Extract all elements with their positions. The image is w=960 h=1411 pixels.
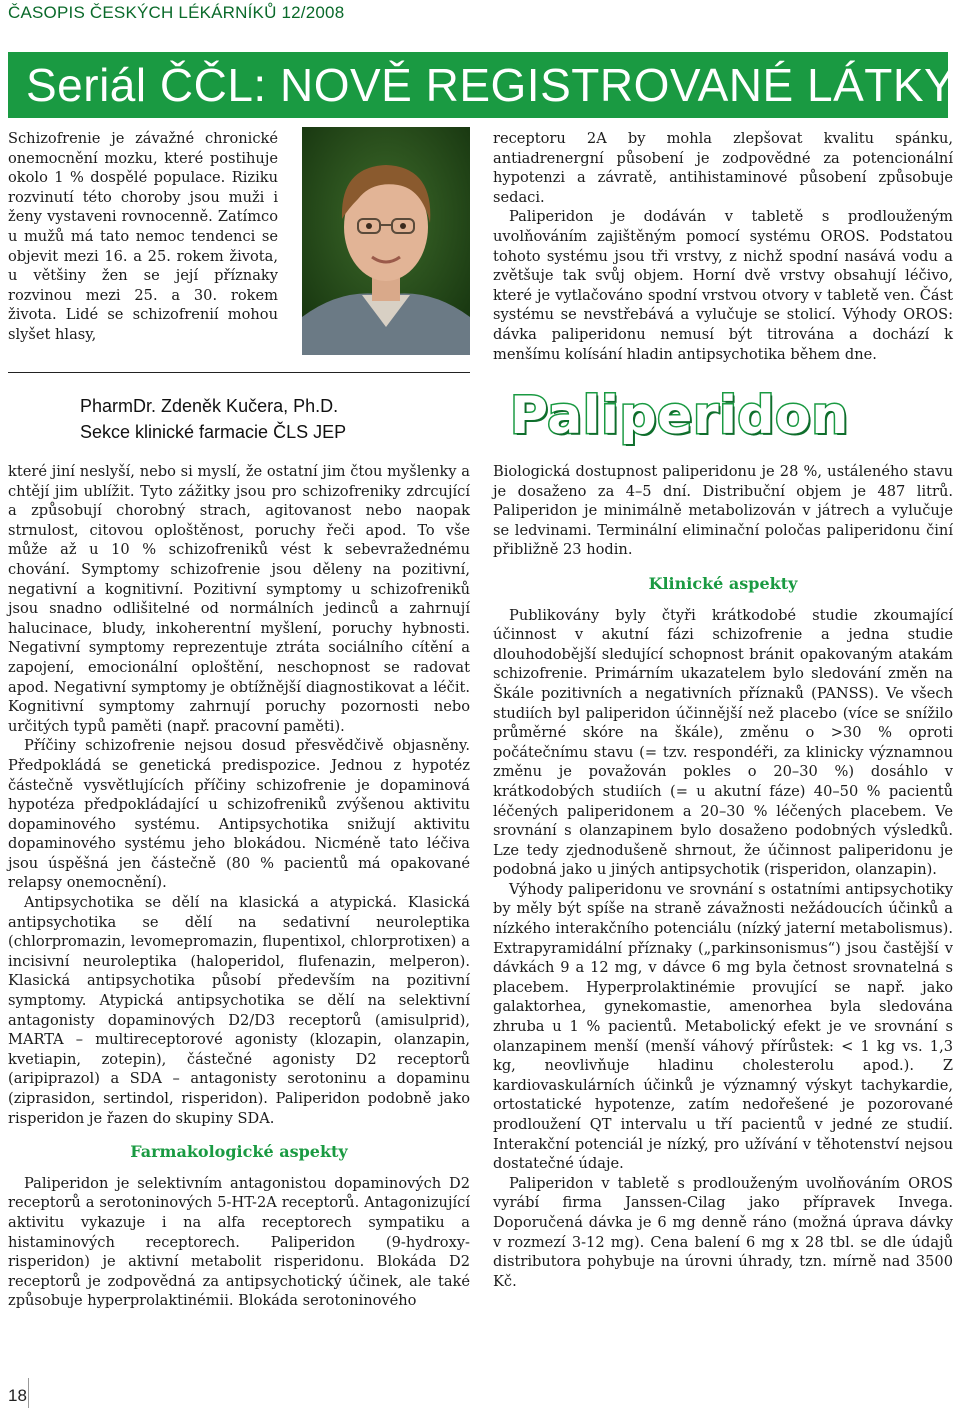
section-divider (8, 372, 470, 373)
right-top-column (493, 129, 953, 364)
body-paragraph: Paliperidon v tabletě s prodlouženým uvolňováním OROS vyrábí firma Janssen-Cilag jako přípravek Invega. Doporučená dávka je 6 mg denně ráno (možná úprava dávky v rozmezí 3-12 mg). Cena balení 6 mg x 28 tbl. se dle údajů distributora pohybuje na úrovni úhrady, tzn. mírně nad 3500 Kč. (493, 1174, 953, 1290)
body-paragraph: Paliperidon je dodáván v tabletě s prodlouženým uvolňováním zajištěným pomocí systému OROS. Podstatou tohoto systému jsou tři vrstvy, z nichž spodní nasává vodu a zvětšuje tak svůj objem. Horní dvě vrstvy obsahují léčivo, které je vytlačováno spodní vrstvou otvory v tabletě ven. Část systému se nevstřebává a vylučuje se stolicí. Výhody OROS: dávka paliperidonu nemusí být titrována a dochází k menšímu kolísání hladin antipsychotika během dne. (493, 208, 953, 363)
page-number: 18 (8, 1386, 27, 1405)
body-paragraph: Antipsychotika se dělí na klasická a atypická. Klasická antipsychotika se dělí na sedativní neuroleptika (chlorpromazin, levomepromazin, flupentixol, chlorprotixen) a incisivní neuroleptika (haloperidol, flufenazin, melperon). Klasická antipsychotika působí především na pozitivní symptomy. Atypická antipsychotika se dělí na selektivní antagonisty dopaminových D2/D3 receptorů (amisulprid), MARTA – multireceptorové agonisty (klozapin, olanzapin, kvetiapin, zotepin), částečné agonisty D2 receptorů (aripiprazol) a SDA – antagonisty serotoninu a dopaminu (ziprasidon, sertindol, risperidon). Paliperidon podobně jako risperidon je řazen do skupiny SDA. (8, 894, 470, 1127)
body-paragraph: receptoru 2A by mohla zlepšovat kvalitu spánku, antiadrenergní působení je zodpovědné za potencionální hypotenzi a závratě, antihistaminové působení způsobuje sedaci. (493, 130, 953, 206)
author-name: PharmDr. Zdeněk Kučera, Ph.D. (80, 396, 339, 416)
body-paragraph: Příčiny schizofrenie nejsou dosud přesvědčivě objasněny. Předpokládá se genetická predispozice. Jednou z hypotéz částečně vysvětlujících příčiny schizofrenie je dopaminová hypotéza předpokládající u schizofreniků zvýšenou aktivitu dopaminového systému. Antipsychotika snižují aktivitu dopaminového systému jeho blokádou. Nicméně tato léčiva jsou úspěšná jen částečně (80 % pacientů má opakované relapsy onemocnění). (8, 737, 470, 892)
body-paragraph: které jiní neslyší, nebo si myslí, že ostatní jim čtou myšlenky a chtějí jim ublížit. Tyto zážitky jsou pro schizofreniky zdrcující a způsobují chorobný strach, agitovanost nebo naopak strnulost, citovou oploštěnost, poruchy řeči apod. To vše může až u 10 % schizofreniků vést k sebevražednému chování. Symptomy schizofrenie jsou děleny na pozitivní, negativní a kognitivní. Pozitivní symptomy u schizofreniků jsou snadno odlišitelné od normálních jedinců a zahrnují halucinace, bludy, inkoherentní myšlení, poruchy hybnosti. Negativní symptomy reprezentuje ztráta sociálního cítění a zapojení, emocionální oploštění, neschopnost se radovat apod. Negativní symptomy je obtížnější diagnostikovat a léčit. Kognitivní symptomy zahrnují poruchy pozornosti nebo určitých typů paměti (např. pracovní paměti). (8, 463, 470, 735)
series-title: Seriál ČČL: NOVĚ REGISTROVANÉ LÁTKY (26, 59, 956, 111)
page-number-rule (28, 1378, 29, 1408)
author-block (80, 393, 346, 445)
section-heading-farmakologicke: Farmakologické aspekty (130, 1142, 348, 1162)
intro-paragraph: Schizofrenie je závažné chronické onemocnění mozku, které postihuje okolo 1 % dospělé populace. Riziku rozvinutí této choroby jsou muži i ženy vystaveni rovnocenně. Zatímco u mužů má tato nemoc tendenci se objevit mezi 16. a 25. rokem života, u většiny žen se její příznaky rozvinou mezi 25. a 30. rokem života. Lidé se schizofrenií mohou slyšet hlasy, (8, 130, 278, 343)
right-column (493, 462, 953, 1291)
body-paragraph: Publikovány byly čtyři krátkodobé studie zkoumající účinnost v akutní fázi schizofrenie a jedna studie dlouhodobější sledující schopnost bránit opakovaným atakám schizofrenie. Primárním ukazatelem bylo sledování změn na Škále pozitivních a negativních příznaků (PANSS). Ve všech studiích byl paliperidon účinnější než placebo (více se snížilo průměrné skóre na škále), změnu o >30 % oproti počátečnímu stavu (= tzv. respondéři, za klinicky významnou změnu je považován pokles o 20–30 %) dosáhlo v krátkodobých studiích (= u akutní fáze) 40–50 % pacientů léčených paliperidonem a 20–30 % léčených placebem. Ve srovnání s olanzapinem bylo dosaženo podobných výsledků. Lze tedy zjednodušeně shrnout, že účinnost paliperidonu je podobná jako u jiných antipsychotik (risperidon, olanzapin). (493, 606, 953, 879)
left-column (8, 462, 470, 1311)
drug-name-heading: Paliperidon (510, 386, 849, 446)
body-paragraph: Biologická dostupnost paliperidonu je 28 %, ustáleného stavu je dosaženo za 4–5 dní. Distribuční objem je 487 litrů. Paliperidon je minimálně metabolizován v játrech a vylučuje se ledvinami. Terminální eliminační poločas paliperidonu činí přibližně 23 hodin. (493, 463, 953, 559)
series-title-band (8, 52, 956, 118)
journal-header: ČASOPIS ČESKÝCH LÉKÁRNÍKŮ 12/2008 (8, 3, 345, 22)
section-heading-klinicke: Klinické aspekty (648, 573, 798, 593)
author-portrait-image (302, 127, 470, 355)
body-paragraph: Výhody paliperidonu ve srovnání s ostatními antipsychotiky by měly být spíše na straně závažnosti nežádoucích účinků a nízkého interakčního potenciálu (nízký jaterní metabolismus). Extrapyramidální příznaky („parkinsonismus“) jsou častější v dávkách 9 a 12 mg, v dávce 6 mg byla četnost srovnatelná s placebem. Hyperprolaktinémie provující se např. jako galaktorhea, gynekomastie, amenorhea byla sledována zhruba u 1 % pacientů. Metabolický efekt je ve srovnání s olanzapinem menší (menší váhový přírůstek: < 1 kg vs. 1,3 kg, neovlivňuje hladinu cholesterolu apod.). Z kardiovaskulárních účinků je významný výskyt tachykardie, ortostatické hypotenze, zatím nedořešené je pozorované prodloužení QT intervalu u tří pacientů v jedné ze studií. Interakční potenciál je nízký, pro užívání v těhotenství nejsou dostatečné údaje. (493, 880, 953, 1173)
intro-text (8, 129, 278, 345)
body-paragraph: Paliperidon je selektivním antagonistou dopaminových D2 receptorů a serotoninových 5-HT-2A receptorů. Antagonizující aktivitu vykazuje i na alfa receptorech sympatiku a histaminových receptorech. Paliperidon (9-hydroxy-risperidon) je aktivní metabolit risperidonu. Blokáda D2 receptorů je zodpovědná za antipsychotický účinek, ale také způsobuje hyperprolaktinémii. Blokáda serotoninového (8, 1174, 470, 1310)
author-affiliation: Sekce klinické farmacie ČLS JEP (80, 422, 347, 442)
author-photo (302, 127, 470, 355)
